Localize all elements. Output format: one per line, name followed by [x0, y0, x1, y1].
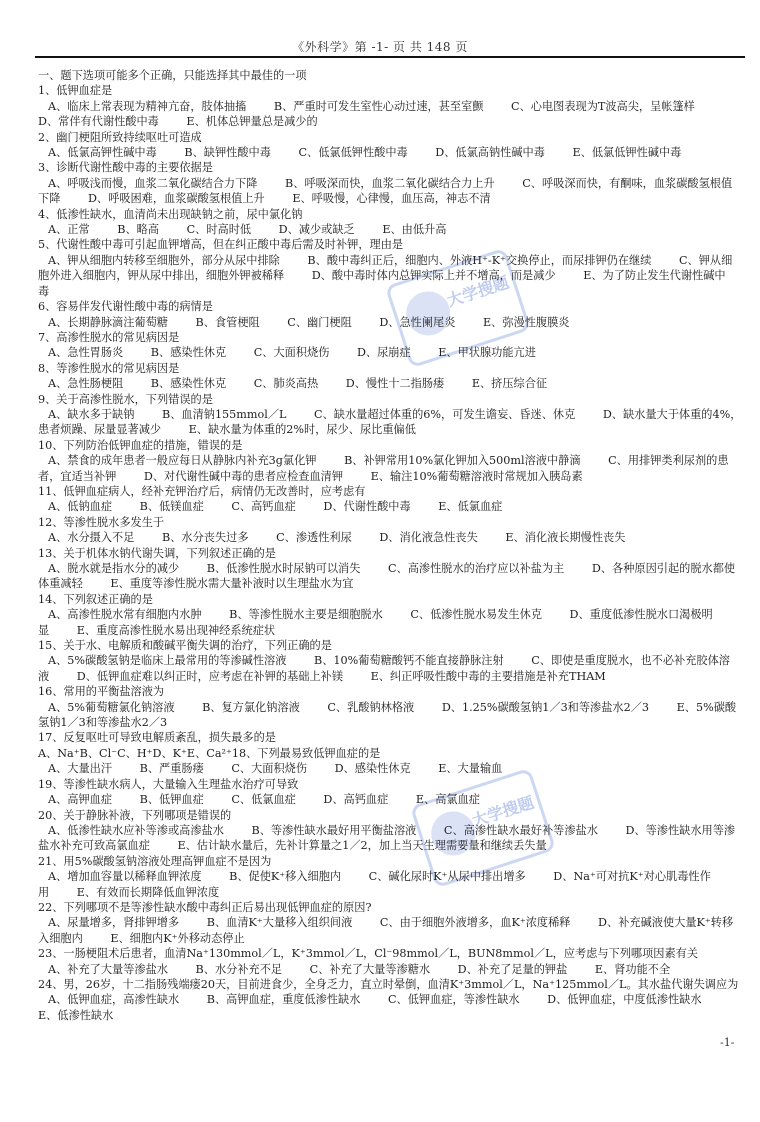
question-options	[38, 530, 742, 545]
option-a: A、尿量增多，肾排钾增多	[48, 916, 180, 930]
option-b: B、感染性休克	[150, 346, 227, 360]
question-stem: 6、容易伴发代谢性酸中毒的病情是	[38, 300, 213, 314]
question-stem: 12、等渗性脱水多发生于	[38, 515, 165, 529]
option-a: A、增加血容量以稀释血钾浓度	[48, 870, 202, 884]
option-b: B、感染性休克	[150, 377, 227, 391]
option-c: C、碱化尿时K⁺从尿中排出增多	[368, 870, 526, 884]
option-a: A、水分摄入不足	[48, 531, 135, 545]
option-d: D、等渗性缺水用等渗盐水补充可致高氯血症	[38, 823, 736, 853]
option-c: C、缺水量超过体重的6%，可发生谵妄、昏迷、休克	[314, 407, 576, 421]
question-options	[38, 915, 742, 946]
option-a: A、高渗性脱水常有细胞内水肿	[48, 608, 202, 622]
option-e: E、低氯低钾性碱中毒	[572, 146, 682, 160]
question-stem: 13、关于机体水钠代谢失调，下列叙述正确的是	[38, 546, 276, 560]
option-d: D、低氯高钠性碱中毒	[435, 146, 545, 160]
option-a: A、大量出汗	[48, 762, 113, 776]
option-d: D、缺水量大于体重的4%，患者烦躁、尿量显著减少	[38, 407, 742, 437]
question-stem: 1、低钾血症是	[38, 84, 113, 98]
option-d: D、各种原因引起的脱水都使体重减轻	[38, 562, 736, 591]
question-options	[38, 992, 742, 1023]
question-stem: 7、高渗性脱水的常见病因是	[38, 330, 180, 344]
option-b: B、酸中毒纠正后，细胞内、外液H⁺-K⁺交换停止，而尿排钾仍在继续	[307, 253, 652, 267]
question-options	[38, 962, 742, 977]
option-e: E、输注10%葡萄糖溶液时常规加入胰岛素	[370, 469, 583, 483]
option-c: C、渗透性利尿	[276, 531, 352, 545]
question-stem: 19、等渗性缺水病人，大量输入生理盐水治疗可导致	[38, 777, 299, 791]
option-b: B、严重肠瘘	[139, 762, 204, 776]
question-options	[38, 222, 742, 237]
option-a: A、5%碳酸氢钠是临床上最常用的等渗碱性溶液	[48, 654, 287, 668]
question-options	[38, 700, 742, 731]
option-d: D、低钾血症难以纠正时，应考虑在补钾的基础上补镁	[76, 669, 344, 683]
option-d: D、补充碱液使大量K⁺转移入细胞内	[38, 916, 734, 945]
option-d: D、对代谢性碱中毒的患者应检查血清钾	[143, 469, 344, 483]
option-e: E、挤压综合征	[471, 377, 548, 391]
option-e: E、缺水量为体重的2%时，尿少、尿比重偏低	[188, 423, 416, 437]
option-e: E、呼吸慢，心律慢，血压高，神志不清	[292, 192, 491, 206]
option-d: D、呼吸困难，血浆碳酸氢根值上升	[87, 192, 265, 206]
header-rule	[35, 56, 745, 58]
option-c: C、呼吸深而快，有酮味，血浆碳酸氢根值下降	[38, 176, 733, 206]
option-e: E、纠正呼吸性酸中毒的主要措施是补充THAM	[370, 669, 606, 683]
option-d: D、Na⁺可对抗K⁺对心肌毒性作用	[38, 870, 711, 899]
option-e: E、细胞内K⁺外移动态停止	[110, 931, 245, 945]
option-a: A、急性胃肠炎	[48, 346, 124, 360]
option-a: A、低钾血症，高渗性缺水	[48, 993, 180, 1007]
option-c: C、大面积烧伤	[253, 346, 330, 360]
question-options	[38, 653, 742, 684]
option-e: E、大量输血	[438, 762, 503, 776]
option-b: B、补钾常用10%氯化钾加入500ml溶液中静滴	[344, 454, 581, 468]
option-b: B、复方氯化钠溶液	[202, 700, 300, 714]
option-b: B、等渗性脱水主要是细胞脱水	[229, 608, 383, 622]
option-c: C、幽门梗阻	[287, 315, 352, 329]
option-c: C、低钾血症，等渗性缺水	[387, 993, 520, 1007]
question-options	[38, 499, 742, 514]
option-d: D、尿崩症	[356, 346, 411, 360]
option-c: C、补充了大量等渗糖水	[309, 962, 431, 976]
option-d: D、急性阑尾炎	[379, 315, 456, 329]
option-a: A、呼吸浅而慢，血浆二氧化碳结合力下降	[48, 176, 258, 190]
question-stem: 20、关于静脉补液，下列哪项是错误的	[38, 808, 232, 822]
question-options	[38, 823, 742, 854]
option-a: A、脱水就是指水分的减少	[48, 562, 180, 575]
option-e: E、由低升高	[382, 223, 447, 237]
watermark-stamp-icon: 大学搜题	[385, 248, 531, 369]
question-stem: 16、常用的平衡盐溶液为	[38, 685, 165, 699]
option-b: B、低渗性脱水时尿钠可以消失	[206, 562, 361, 575]
option-b: B、高钾血症，重度低渗性缺水	[206, 993, 361, 1007]
option-a: A、钾从细胞内转移至细胞外，部分从尿中排除	[48, 253, 280, 267]
option-c: C、心电图表现为T波高尖，呈帐篷样	[511, 99, 695, 113]
option-b: B、缺钾性酸中毒	[184, 146, 271, 160]
question-stem: 23、一肠梗阻术后患者，血清Na⁺130mmol／L，K⁺3mmol／L，Cl⁻98mmol／L，BUN8mmol／L，应考虑与下列哪项因素有关	[38, 947, 699, 961]
option-e: E、消化液长期慢性丧失	[505, 531, 626, 545]
question-stem: 14、下列叙述正确的是	[38, 592, 153, 606]
option-e: E、机体总钾量总是减少的	[186, 115, 318, 129]
option-a: A、缺水多于缺钠	[48, 407, 135, 421]
option-e: E、5%碳酸氢钠1／3和等渗盐水2／3	[38, 700, 737, 730]
option-d: D、高钙血症	[323, 793, 389, 807]
question-options	[38, 176, 742, 207]
question-stem: 11、低钾血症病人，经补充钾治疗后，病情仍无改善时，应考虑有	[38, 484, 366, 498]
option-b: B、略高	[117, 223, 160, 237]
question-options	[38, 869, 742, 900]
question-options	[38, 792, 742, 807]
question-stem: 10、下列防治低钾血症的措施，错误的是	[38, 438, 243, 452]
option-b: B、血清K⁺大量移入组织间液	[206, 916, 353, 930]
option-a: A、急性肠梗阻	[48, 377, 124, 391]
option-b: B、促使K⁺移入细胞内	[229, 870, 342, 884]
option-a: A、临床上常表现为精神亢奋，肢体抽搐	[48, 99, 247, 113]
question-stem: 9、关于高渗性脱水，下列错误的是	[38, 392, 213, 406]
option-e: E、重度等渗性脱水需大量补液时以生理盐水为宜	[110, 577, 354, 591]
question-stem: 2、幽门梗阻所致持续呕吐可造成	[38, 130, 202, 144]
option-b: B、等渗性缺水最好用平衡盐溶液	[251, 823, 417, 837]
question-options	[38, 253, 742, 299]
question-stem: 24、男，26岁，十二指肠残端瘘20天，目前进食少，全身乏力，直立时晕倒，血清K⁺3mmol／L，Na⁺125mmol／L。其水盐代谢失调应为	[38, 977, 739, 991]
watermark-stamp-icon: 大学搜题	[410, 768, 556, 889]
question-stem: 17、反复呕吐可导致电解质紊乱，损失最多的是	[38, 731, 276, 745]
option-d: D、感染性休克	[334, 762, 411, 776]
question-stem: 21、用5%碳酸氢钠溶液处理高钾血症不是因为	[38, 854, 272, 868]
option-d: D、常伴有代谢性酸中毒	[38, 115, 159, 129]
page-number: -1-	[720, 1036, 735, 1049]
option-b: B、低镁血症	[139, 500, 204, 514]
option-d: D、1.25%碳酸氢钠1／3和等渗盐水2／3	[441, 700, 650, 714]
option-b: B、低钾血症	[139, 793, 204, 807]
option-b: B、严重时可发生室性心动过速，甚至室颤	[273, 99, 484, 113]
option-a: A、5%葡萄糖氯化钠溶液	[48, 700, 175, 714]
question-options	[38, 315, 742, 330]
question-options	[38, 453, 742, 484]
question-options	[38, 407, 742, 438]
option-e: E、低渗性缺水	[38, 1008, 114, 1022]
page-header: 《外科学》第 -1- 页 共 148 页	[292, 40, 468, 54]
option-e: E、肾功能不全	[594, 962, 671, 976]
option-a: A、低渗性缺水应补等渗或高渗盐水	[48, 823, 224, 837]
question-stem: 15、关于水、电解质和酸碱平衡失调的治疗，下列正确的是	[38, 639, 332, 653]
option-e: E、弥漫性腹膜炎	[483, 315, 570, 329]
option-b: B、水分丧失过多	[161, 531, 249, 545]
option-c: C、时高时低	[186, 223, 252, 237]
option-b: B、呼吸深而快，血浆二氧化碳结合力上升	[285, 176, 495, 190]
question-options	[38, 761, 742, 776]
option-c: C、低氯低钾性酸中毒	[298, 146, 408, 160]
option-b: B、10%葡萄糖酸钙不能直接静脉注射	[313, 654, 504, 668]
question-stem: 8、等渗性脱水的常见病因是	[38, 361, 180, 375]
option-c: C、钾从细胞外进入细胞内，钾从尿中排出，细胞外钾被稀释	[38, 253, 733, 283]
option-d: D、慢性十二指肠瘘	[345, 377, 445, 391]
option-e: E、甲状腺功能亢进	[438, 346, 536, 360]
question-stem: 22、下列哪项不是等渗性缺水酸中毒纠正后易出现低钾血症的原因?	[38, 900, 372, 914]
option-d: D、消化液急性丧失	[379, 531, 478, 545]
option-b: B、血清钠155mmol／L	[161, 407, 287, 421]
option-d: D、重度低渗性脱水口渴极明显	[38, 608, 713, 637]
option-d: D、代谢性酸中毒	[323, 500, 411, 514]
option-a: A、长期静脉滴注葡萄糖	[48, 315, 168, 329]
question-options	[38, 145, 742, 160]
option-c: C、高渗性缺水最好补等渗盐水	[443, 823, 598, 837]
option-e: E、估计缺水量后，先补计算量之1／2，加上当天生理需要量和继续丢失量	[177, 839, 547, 853]
option-a: A、正常	[48, 223, 90, 237]
question-stem: 4、低渗性缺水，血清尚未出现缺钠之前，尿中氯化钠	[38, 207, 303, 221]
option-e: E、为了防止发生代谢性碱中毒	[38, 269, 726, 298]
option-d: D、低钾血症，中度低渗性缺水	[547, 993, 702, 1007]
option-c: C、高渗性脱水的治疗应以补盐为主	[387, 562, 565, 575]
question-options	[38, 345, 742, 360]
option-b: B、食管梗阻	[195, 315, 260, 329]
question-list	[38, 68, 742, 1023]
option-c: C、即使是重度脱水，也不必补充胶体溶液	[38, 654, 730, 683]
option-d: D、减少或缺乏	[278, 223, 355, 237]
option-e: E、重度高渗性脱水易出现神经系统症状	[76, 623, 276, 637]
question-options	[38, 99, 742, 130]
option-c: C、肺炎高热	[253, 377, 319, 391]
option-d: D、补充了足量的钾盐	[457, 962, 568, 976]
option-a: A、低钠血症	[48, 500, 113, 514]
question-options	[38, 376, 742, 391]
section-title: 一、题下选项可能多个正确，只能选择其中最佳的一项	[38, 69, 307, 82]
option-a: A、低氯高钾性碱中毒	[48, 146, 157, 160]
question-stem: 3、诊断代谢性酸中毒的主要依据是	[38, 161, 213, 175]
option-e: E、高氯血症	[415, 793, 480, 807]
option-a: A、高钾血症	[48, 793, 113, 807]
option-c: C、高钙血症	[231, 500, 296, 514]
option-c: C、低氯血症	[231, 793, 296, 807]
question-options	[38, 607, 742, 638]
option-a: A、禁食的成年患者一般应每日从静脉内补充3g氯化钾	[48, 454, 317, 468]
option-e: E、低氯血症	[438, 500, 503, 514]
question-options	[38, 561, 742, 592]
question-stem: 5、代谢性酸中毒可引起血钾增高，但在纠正酸中毒后需及时补钾，理由是	[38, 238, 404, 252]
option-c: C、乳酸钠林格液	[327, 700, 415, 714]
option-c: C、用排钾类利尿剂的患者，宜适当补钾	[38, 454, 729, 483]
option-c: C、大面积烧伤	[231, 762, 308, 776]
option-e: E、有效而长期降低血钾浓度	[76, 885, 220, 899]
option-b: B、水分补充不足	[195, 962, 283, 976]
option-c: C、由于细胞外液增多，血K⁺浓度稀释	[379, 916, 571, 930]
option-d: D、酸中毒时体内总钾实际上并不增高，而是减少	[311, 269, 556, 283]
question-merged-line: A、Na⁺B、Cl⁻C、H⁺D、K⁺E、Ca²⁺18、下列最易致低钾血症的是	[38, 746, 381, 760]
option-c: C、低渗性脱水易发生休克	[410, 608, 542, 622]
option-a: A、补充了大量等渗盐水	[48, 962, 168, 976]
